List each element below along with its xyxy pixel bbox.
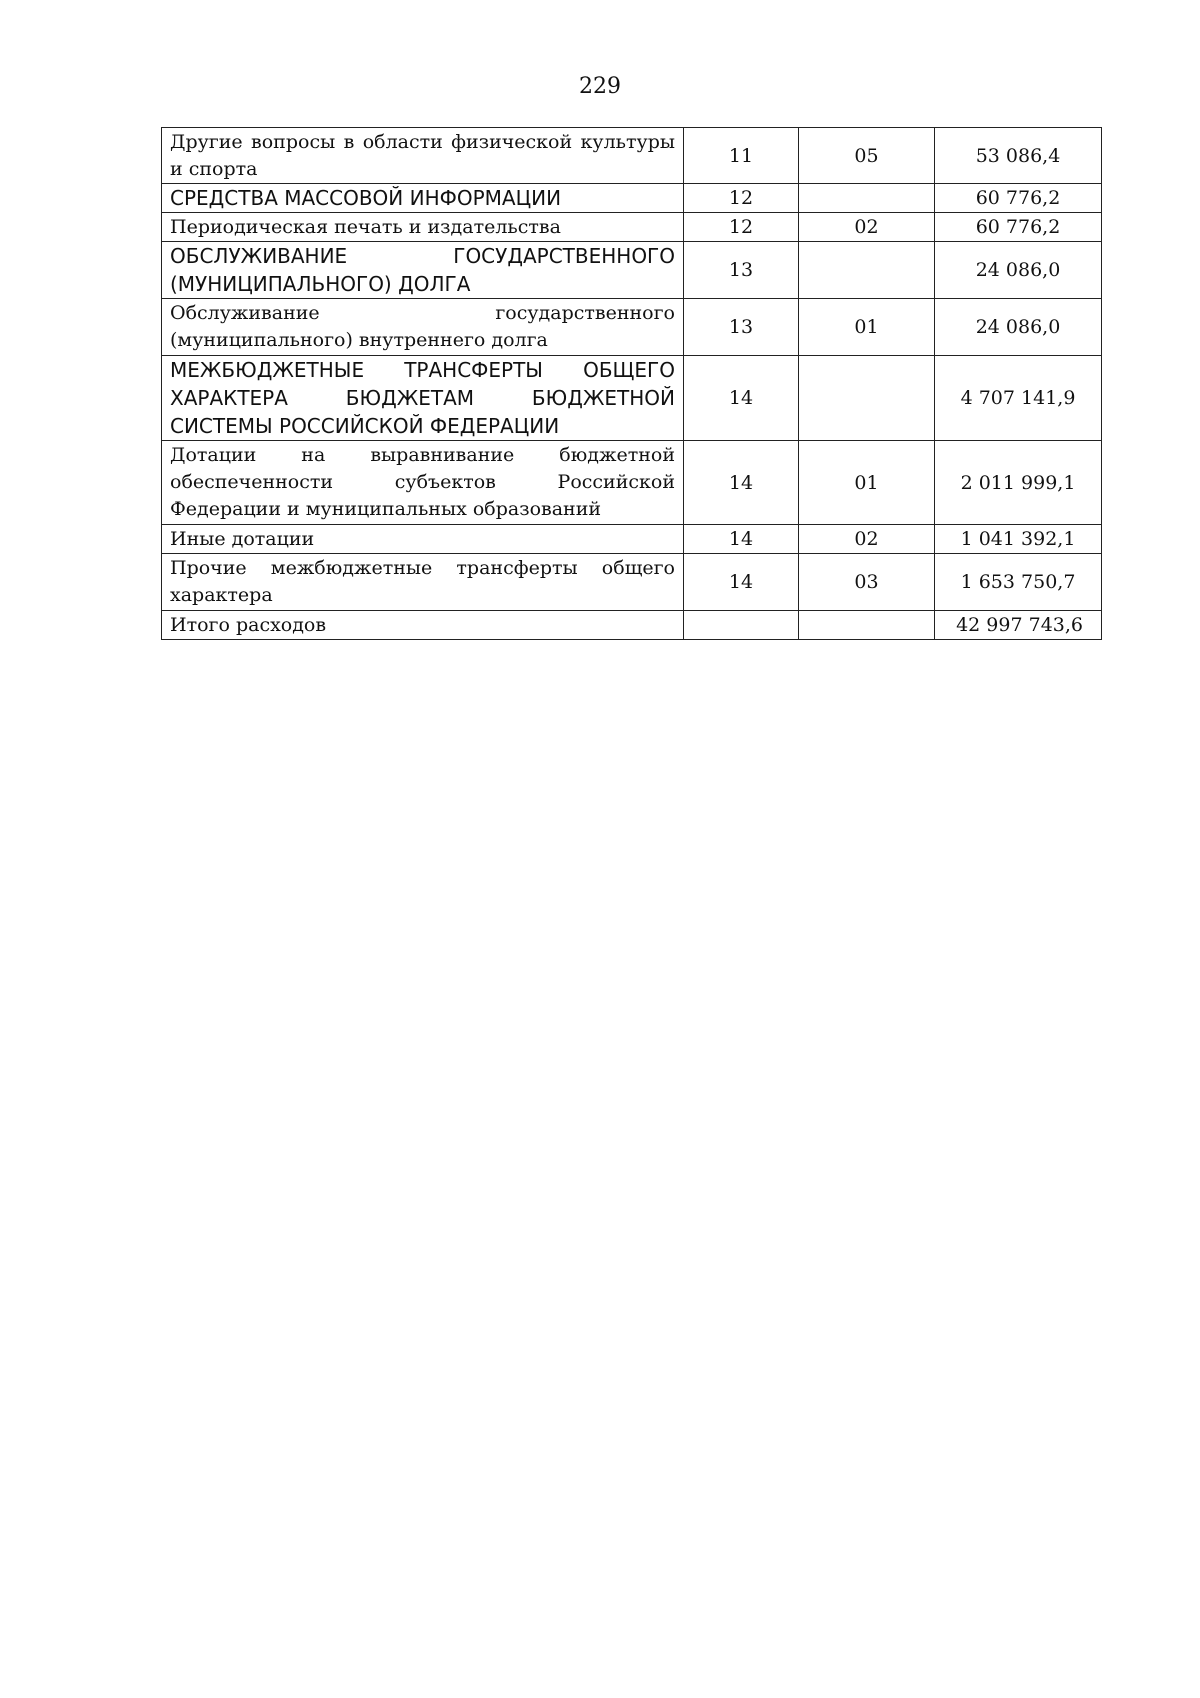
row-subsection: 01 bbox=[799, 441, 935, 525]
expenditure-table bbox=[161, 127, 1102, 640]
row-subsection: 02 bbox=[799, 525, 935, 554]
row-name: СРЕДСТВА МАССОВОЙ ИНФОРМАЦИИ bbox=[162, 184, 684, 213]
row-section: 13 bbox=[684, 299, 799, 356]
row-name: МЕЖБЮДЖЕТНЫЕ ТРАНСФЕРТЫ ОБЩЕГО ХАРАКТЕРА БЮДЖЕТАМ БЮДЖЕТНОЙ СИСТЕМЫ РОССИЙСКОЙ ФЕДЕРАЦИИ bbox=[162, 356, 684, 441]
row-section: 14 bbox=[684, 356, 799, 441]
row-name: ОБСЛУЖИВАНИЕ ГОСУДАРСТВЕННОГО (МУНИЦИПАЛЬНОГО) ДОЛГА bbox=[162, 242, 684, 299]
row-amount: 60 776,2 bbox=[935, 184, 1102, 213]
row-section bbox=[684, 611, 799, 640]
table-row bbox=[162, 525, 1102, 554]
table-row bbox=[162, 213, 1102, 242]
row-subsection bbox=[799, 242, 935, 299]
row-section: 12 bbox=[684, 184, 799, 213]
table-row bbox=[162, 356, 1102, 441]
row-subsection bbox=[799, 356, 935, 441]
table-row bbox=[162, 611, 1102, 640]
row-subsection: 01 bbox=[799, 299, 935, 356]
row-subsection: 05 bbox=[799, 128, 935, 184]
row-name: Другие вопросы в области физической культуры и спорта bbox=[162, 128, 684, 184]
row-name: Иные дотации bbox=[162, 525, 684, 554]
row-subsection: 02 bbox=[799, 213, 935, 242]
page-number: 229 bbox=[579, 74, 621, 99]
table-row bbox=[162, 128, 1102, 184]
row-amount: 1 653 750,7 bbox=[935, 554, 1102, 611]
row-name: Периодическая печать и издательства bbox=[162, 213, 684, 242]
row-name: Итого расходов bbox=[162, 611, 684, 640]
row-subsection bbox=[799, 184, 935, 213]
row-section: 12 bbox=[684, 213, 799, 242]
table-row bbox=[162, 184, 1102, 213]
row-name: Прочие межбюджетные трансферты общего характера bbox=[162, 554, 684, 611]
row-amount: 4 707 141,9 bbox=[935, 356, 1102, 441]
row-amount: 24 086,0 bbox=[935, 242, 1102, 299]
row-amount: 60 776,2 bbox=[935, 213, 1102, 242]
row-amount: 42 997 743,6 bbox=[935, 611, 1102, 640]
row-amount: 53 086,4 bbox=[935, 128, 1102, 184]
row-name: Дотации на выравнивание бюджетной обеспеченности субъектов Российской Федерации и муниципальных образований bbox=[162, 441, 684, 525]
row-name: Обслуживание государственного (муниципального) внутреннего долга bbox=[162, 299, 684, 356]
row-amount: 1 041 392,1 bbox=[935, 525, 1102, 554]
row-section: 14 bbox=[684, 554, 799, 611]
row-section: 14 bbox=[684, 441, 799, 525]
row-amount: 24 086,0 bbox=[935, 299, 1102, 356]
row-section: 11 bbox=[684, 128, 799, 184]
table-row bbox=[162, 299, 1102, 356]
table-row bbox=[162, 441, 1102, 525]
row-section: 13 bbox=[684, 242, 799, 299]
row-subsection: 03 bbox=[799, 554, 935, 611]
table-row bbox=[162, 554, 1102, 611]
table-row bbox=[162, 242, 1102, 299]
row-amount: 2 011 999,1 bbox=[935, 441, 1102, 525]
row-subsection bbox=[799, 611, 935, 640]
row-section: 14 bbox=[684, 525, 799, 554]
